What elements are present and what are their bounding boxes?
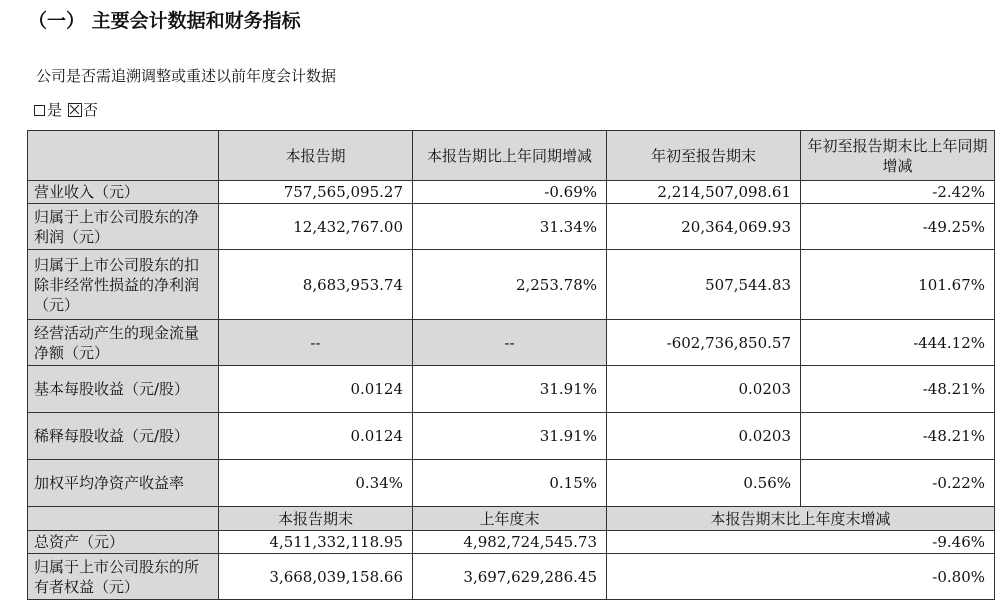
header-cell: 上年度末	[413, 507, 607, 531]
cell-yoy: 2,253.78%	[413, 250, 607, 320]
financial-indicators-table	[27, 130, 995, 600]
table-row	[28, 413, 995, 460]
header-cell: 本报告期末比上年度末增减	[607, 507, 995, 531]
row-label: 经营活动产生的现金流量净额（元）	[28, 320, 219, 366]
restatement-question: 公司是否需追溯调整或重述以前年度会计数据	[36, 67, 337, 85]
cell-change: -9.46%	[607, 531, 995, 554]
table-row	[28, 460, 995, 507]
header-cell: 本报告期	[219, 131, 413, 181]
table-row	[28, 181, 995, 204]
cell-ytd-yoy: -0.22%	[801, 460, 995, 507]
row-label: 稀释每股收益（元/股）	[28, 413, 219, 460]
cell-ytd: 0.56%	[607, 460, 801, 507]
cell-ytd: 0.0203	[607, 366, 801, 413]
cell-current-end: 3,668,039,158.66	[219, 554, 413, 600]
table-row	[28, 531, 995, 554]
section-title: （一） 主要会计数据和财务指标	[28, 10, 301, 32]
table-row	[28, 204, 995, 250]
cell-ytd-yoy: -48.21%	[801, 366, 995, 413]
table-header-row	[28, 131, 995, 181]
cell-yoy: 0.15%	[413, 460, 607, 507]
cell-ytd-yoy: -444.12%	[801, 320, 995, 366]
table-row	[28, 320, 995, 366]
table-header-row-2	[28, 507, 995, 531]
cell-ytd-yoy: -49.25%	[801, 204, 995, 250]
cell-current: 8,683,953.74	[219, 250, 413, 320]
cell-current: 0.34%	[219, 460, 413, 507]
cell-ytd: -602,736,850.57	[607, 320, 801, 366]
option-yes: 是	[47, 101, 63, 119]
cell-current: 12,432,767.00	[219, 204, 413, 250]
cell-yoy: 31.91%	[413, 366, 607, 413]
cell-current-end: 4,511,332,118.95	[219, 531, 413, 554]
table-row	[28, 554, 995, 600]
unchecked-box-icon	[34, 105, 45, 116]
row-label: 总资产（元）	[28, 531, 219, 554]
cell-prior-year-end: 3,697,629,286.45	[413, 554, 607, 600]
row-label: 营业收入（元）	[28, 181, 219, 204]
cell-ytd: 2,214,507,098.61	[607, 181, 801, 204]
cell-yoy: -0.69%	[413, 181, 607, 204]
cell-current: 0.0124	[219, 366, 413, 413]
header-cell: 本报告期比上年同期增减	[413, 131, 607, 181]
cell-prior-year-end: 4,982,724,545.73	[413, 531, 607, 554]
cell-current: 0.0124	[219, 413, 413, 460]
cell-ytd: 0.0203	[607, 413, 801, 460]
checked-box-icon	[68, 103, 82, 117]
cell-ytd: 20,364,069.93	[607, 204, 801, 250]
header-corner	[28, 131, 219, 181]
row-label: 加权平均净资产收益率	[28, 460, 219, 507]
row-label: 归属于上市公司股东的所有者权益（元）	[28, 554, 219, 600]
cell-ytd-yoy: -2.42%	[801, 181, 995, 204]
cell-current: 757,565,095.27	[219, 181, 413, 204]
table-row	[28, 366, 995, 413]
row-label: 归属于上市公司股东的净利润（元）	[28, 204, 219, 250]
header-corner	[28, 507, 219, 531]
cell-ytd-yoy: 101.67%	[801, 250, 995, 320]
row-label: 归属于上市公司股东的扣除非经常性损益的净利润（元）	[28, 250, 219, 320]
row-label: 基本每股收益（元/股）	[28, 366, 219, 413]
option-no: 否	[83, 101, 99, 119]
header-cell: 年初至报告期末比上年同期增减	[801, 131, 995, 181]
cell-ytd-yoy: -48.21%	[801, 413, 995, 460]
cell-yoy: 31.34%	[413, 204, 607, 250]
restatement-choices	[34, 99, 98, 120]
cell-ytd: 507,544.83	[607, 250, 801, 320]
cell-current: --	[219, 320, 413, 366]
cell-change: -0.80%	[607, 554, 995, 600]
header-cell: 本报告期末	[219, 507, 413, 531]
header-cell: 年初至报告期末	[607, 131, 801, 181]
table-row	[28, 250, 995, 320]
cell-yoy: --	[413, 320, 607, 366]
cell-yoy: 31.91%	[413, 413, 607, 460]
